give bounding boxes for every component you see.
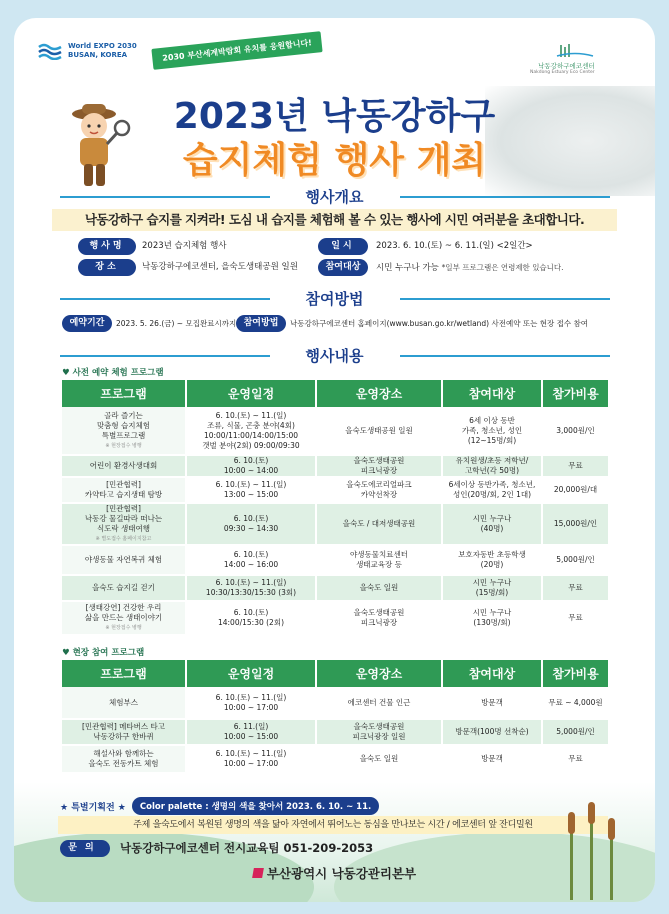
cell-target: 시민 누구나 (15명/회) — [442, 575, 542, 601]
cell-program: 어린이 환경사생대회 — [62, 455, 186, 477]
cell-target: 6세 이상 동반 가족, 청소년, 성인 (12~15명/회) — [442, 407, 542, 455]
cell-schedule: 6. 10.(토) ~ 11.(일) 13:00 ~ 15:00 — [186, 477, 316, 503]
reed-head-icon — [588, 802, 595, 824]
col-header: 운영장소 — [316, 660, 442, 687]
reserved-program-table — [62, 380, 608, 636]
cell-fee: 20,000원/대 — [542, 477, 608, 503]
period-value: 2023. 5. 26.(금) ~ 모집완료시까지 — [116, 319, 237, 328]
cell-place: 을숙도생태공원 피크닉광장 — [316, 601, 442, 635]
method-value: 낙동강하구에코센터 홈페이지(www.busan.go.kr/wetland) 사전예약 또는 현장 접수 참여 — [290, 319, 588, 328]
cell-schedule: 6. 10.(토) ~ 11.(일) 10:00 ~ 17:00 — [186, 687, 316, 719]
cell-program: [생태강연] 건강한 우리 삶을 만드는 생태이야기 ※ 현장접수 병행 — [62, 601, 186, 635]
cell-fee: 3,000원/인 — [542, 407, 608, 455]
cell-fee: 무료 — [542, 455, 608, 477]
overview-lead: 낙동강하구 습지를 지켜라! 도심 내 습지를 체험해 볼 수 있는 행사에 시민 여러분을 초대합니다. — [52, 209, 617, 231]
inquiry-label: 문의 — [60, 840, 110, 857]
col-header: 운영일정 — [186, 380, 316, 407]
date-value: 2023. 6. 10.(토) ~ 6. 11.(일) <2일간> — [376, 241, 533, 251]
cell-place: 을숙도생태공원 피크닉광장 — [316, 455, 442, 477]
col-header: 참여대상 — [442, 660, 542, 687]
eco-center-name: 낙동강하구에코센터 — [538, 62, 595, 70]
onsite-program-table — [62, 660, 608, 774]
inquiry-value: 낙동강하구에코센터 전시교육팀 051-209-2053 — [120, 841, 374, 855]
cell-place: 야생동물치료센터 생태교육장 등 — [316, 545, 442, 575]
cell-place: 을숙도 일원 — [316, 745, 442, 773]
cell-schedule: 6. 10.(토) 14:00/15:30 (2회) — [186, 601, 316, 635]
program-note: ※ 별도접수 홈페이지참고 — [95, 536, 152, 542]
cell-target: 방문객 — [442, 745, 542, 773]
reserved-subtitle: ♥ 사전 예약 체험 프로그램 — [62, 368, 164, 378]
special-exhibition — [60, 797, 379, 815]
cell-schedule: 6. 10.(토) 10:00 ~ 14:00 — [186, 455, 316, 477]
cell-place: 을숙도 일원 — [316, 575, 442, 601]
reed-head-icon — [608, 818, 615, 840]
table-row — [62, 503, 608, 545]
cell-target: 유치원생/초등 저학년/ 고학년(각 50명) — [442, 455, 542, 477]
cell-place: 을숙도에코리얼파크 카약선착장 — [316, 477, 442, 503]
cell-fee: 무료 ~ 4,000원 — [542, 687, 608, 719]
cell-fee: 15,000원/인 — [542, 503, 608, 545]
expo-logo — [38, 42, 137, 60]
content-heading: 행사내용 — [305, 347, 364, 365]
eco-center-sub: Nakdong Estuary Eco Center — [530, 70, 595, 75]
cell-target: 6세이상 동반가족, 청소년, 성인(20명/회, 2인 1대) — [442, 477, 542, 503]
event-name-label: 행사명 — [78, 238, 136, 255]
cell-program: 을숙도 습지길 걷기 — [62, 575, 186, 601]
special-description: 주제 을숙도에서 복원된 생명의 색을 닮아 자연에서 뛰어노는 동심을 만나보는 시간 / 에코센터 앞 잔디밀원 — [58, 816, 608, 834]
event-name-value: 2023년 습지체험 행사 — [142, 241, 227, 251]
table-row — [62, 455, 608, 477]
expo-wave-icon — [38, 42, 62, 60]
cell-program: 체험부스 — [62, 687, 186, 719]
cell-fee: 5,000원/인 — [542, 545, 608, 575]
table-row — [62, 687, 608, 719]
col-header: 참가비용 — [542, 660, 608, 687]
cell-program: [민관협력] 카약타고 습지생태 탐방 — [62, 477, 186, 503]
target-value: 시민 누구나 가능 *일부 프로그램은 연령제한 있습니다. — [376, 263, 564, 273]
method-label: 참여방법 — [236, 315, 286, 332]
place-label: 장소 — [78, 259, 136, 276]
cell-program: [민관협력] 메타버스 타고 낙동강하구 한바퀴 — [62, 719, 186, 745]
cell-schedule: 6. 10.(토) ~ 11.(일) 조류, 식물, 곤충 분야(4회) 10:00/11:00/14:00/15:00 갯벌 분야(2회) 09:00/09:30 — [186, 407, 316, 455]
eco-center-logo — [530, 42, 595, 75]
table-row — [62, 601, 608, 635]
place-value: 낙동강하구에코센터, 을숙도생태공원 일원 — [142, 262, 298, 272]
cell-schedule: 6. 10.(토) ~ 11.(일) 10:30/13:30/15:30 (3회) — [186, 575, 316, 601]
cell-target: 방문객 — [442, 687, 542, 719]
cell-schedule: 6. 10.(토) 14:00 ~ 16:00 — [186, 545, 316, 575]
col-header: 프로그램 — [62, 380, 186, 407]
cell-schedule: 6. 10.(토) 09:30 ~ 14:30 — [186, 503, 316, 545]
table-row — [62, 719, 608, 745]
cell-program: 야생동물 자연복귀 체험 — [62, 545, 186, 575]
special-badge: Color palette : 생명의 색을 찾아서 2023. 6. 10. ~ 11. — [132, 797, 379, 815]
cell-place: 을숙도생태공원 피크닉광장 일원 — [316, 719, 442, 745]
participation-heading: 참여방법 — [305, 290, 364, 308]
reed-logo-icon — [555, 43, 595, 57]
expo-line1: World EXPO 2030 — [68, 42, 137, 50]
table-row — [62, 575, 608, 601]
table-row — [62, 477, 608, 503]
cell-target: 시민 누구나 (130명/회) — [442, 601, 542, 635]
cell-target: 보호자동반 초등학생 (20명) — [442, 545, 542, 575]
cell-schedule: 6. 11.(일) 10:00 ~ 15:00 — [186, 719, 316, 745]
cell-target: 시민 누구나 (40명) — [442, 503, 542, 545]
col-header: 프로그램 — [62, 660, 186, 687]
footer-org: 부산광역시 낙동강관리본부 — [0, 864, 669, 882]
program-note: ※ 현장접수 병행 — [105, 442, 142, 449]
period-label: 예약기간 — [62, 315, 112, 332]
cell-program: 골라 즐기는 맞춤형 습지체험 특별프로그램 ※ 현장접수 병행 — [62, 407, 186, 455]
cell-place: 에코센터 건물 인근 — [316, 687, 442, 719]
special-label: ★ 특별기획전 ★ — [60, 802, 126, 813]
title-line1: 2023년 낙동강하구 — [173, 96, 496, 137]
cell-fee: 무료 — [542, 745, 608, 773]
col-header: 참가비용 — [542, 380, 608, 407]
table-row — [62, 545, 608, 575]
cell-schedule: 6. 10.(토) ~ 11.(일) 10:00 ~ 17:00 — [186, 745, 316, 773]
title-line2: 습지체험 행사 개최 — [182, 140, 487, 181]
cell-program: 해설사와 함께하는 을숙도 전동카트 체험 — [62, 745, 186, 773]
onsite-subtitle: ♥ 현장 참여 프로그램 — [62, 648, 145, 658]
expo-banner: 2030 부산세계박람회 유치를 응원합니다! — [151, 31, 322, 70]
cell-place: 을숙도생태공원 일원 — [316, 407, 442, 455]
program-note: ※ 현장접수 병행 — [105, 625, 142, 631]
cell-target: 방문객(100명 선착순) — [442, 719, 542, 745]
col-header: 운영장소 — [316, 380, 442, 407]
table-row — [62, 407, 608, 455]
cell-program: [민관협력] 낙동강 물길따라 떠나는 식도락 생태여행 ※ 별도접수 홈페이지참고 — [62, 503, 186, 545]
expo-line2: BUSAN, KOREA — [68, 51, 128, 59]
reed-stem — [590, 822, 593, 900]
cell-fee: 5,000원/인 — [542, 719, 608, 745]
reed-head-icon — [568, 812, 575, 834]
date-label: 일시 — [318, 238, 368, 255]
cell-place: 을숙도 / 대저생태공원 — [316, 503, 442, 545]
col-header: 참여대상 — [442, 380, 542, 407]
table-row — [62, 745, 608, 773]
overview-heading: 행사개요 — [305, 188, 364, 206]
busan-logo-icon — [252, 868, 264, 878]
target-label: 참여대상 — [318, 259, 368, 276]
col-header: 운영일정 — [186, 660, 316, 687]
cell-fee: 무료 — [542, 575, 608, 601]
cell-fee: 무료 — [542, 601, 608, 635]
